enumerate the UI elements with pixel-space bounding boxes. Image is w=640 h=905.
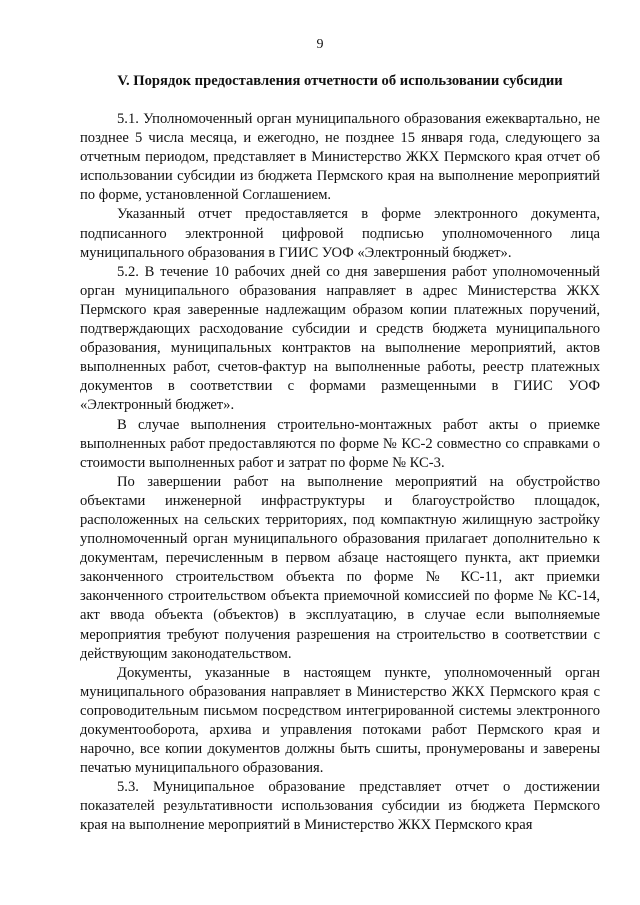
- paragraph-report-format: Указанный отчет предоставляется в форме электронного документа, подписанного электронной цифровой подписью уполномоченного лица муниципального образования в ГИИС УОФ «Электронный бюджет».: [80, 206, 600, 261]
- paragraph-documents-submission: Документы, указанные в настоящем пункте, уполномоченный орган муниципального образования направляет в Министерство ЖКХ Пермского края с сопроводительным письмом посредством интегрированной системы электронного документооборота, архива и управления потоками работ Пермского края и нарочно, все копии документов должны быть сшиты, пронумерованы и заверены печатью муниципального образования.: [80, 664, 600, 777]
- paragraph-infrastructure-completion: По завершении работ на выполнение мероприятий на обустройство объектами инженерной инфраструктуры и благоустройство площадок, расположенных на сельских территориях, под компактную жилищную застройку уполномоченный орган муниципального образования прилагает дополнительно к документам, перечисленным в первом абзаце настоящего пункта, акт приемки законченного строительством объекта по форме № КС-11, акт приемки законченного строительством объекта приемочной комиссией по форме № КС-14, акт ввода объекта (объектов) в эксплуатацию, в случае если выполняемые мероприятия требуют получения разрешения на строительство в соответствии с действующим законодательством.: [80, 473, 600, 662]
- paragraph-5-3: 5.3. Муниципальное образование представляет отчет о достижении показателей результативности использования субсидии из бюджета Пермского края на выполнение мероприятий в Министерство ЖКХ Пермского края: [80, 779, 600, 834]
- page-number: 9: [316, 37, 324, 52]
- paragraph-5-1: 5.1. Уполномоченный орган муниципального образования ежеквартально, не позднее 5 числа месяца, и ежегодно, не позднее 15 января года, следующего за отчетным периодом, представляет в Министерство ЖКХ Пермского края отчет об использовании субсидии из бюджета Пермского края на выполнение мероприятий по форме, установленной Соглашением.: [80, 111, 600, 204]
- paragraph-construction-acts: В случае выполнения строительно-монтажных работ акты о приемке выполненных работ предоставляются по форме № КС-2 совместно со справками о стоимости выполненных работ и затрат по форме № КС-3.: [80, 416, 600, 471]
- section-title: V. Порядок предоставления отчетности об использовании субсидии: [117, 73, 563, 89]
- paragraph-5-2: 5.2. В течение 10 рабочих дней со дня завершения работ уполномоченный орган муниципального образования направляет в адрес Министерства ЖКХ Пермского края заверенные надлежащим образом копии платежных поручений, подтверждающих расходование субсидии и средств бюджета муниципального образования, муниципальных контрактов на выполнение мероприятий, актов выполненных работ, счетов-фактур на выполненные работы, реестр платежных документов в соответствии с формами размещенными в ГИИС УОФ «Электронный бюджет».: [80, 263, 600, 414]
- document-body: [80, 110, 600, 836]
